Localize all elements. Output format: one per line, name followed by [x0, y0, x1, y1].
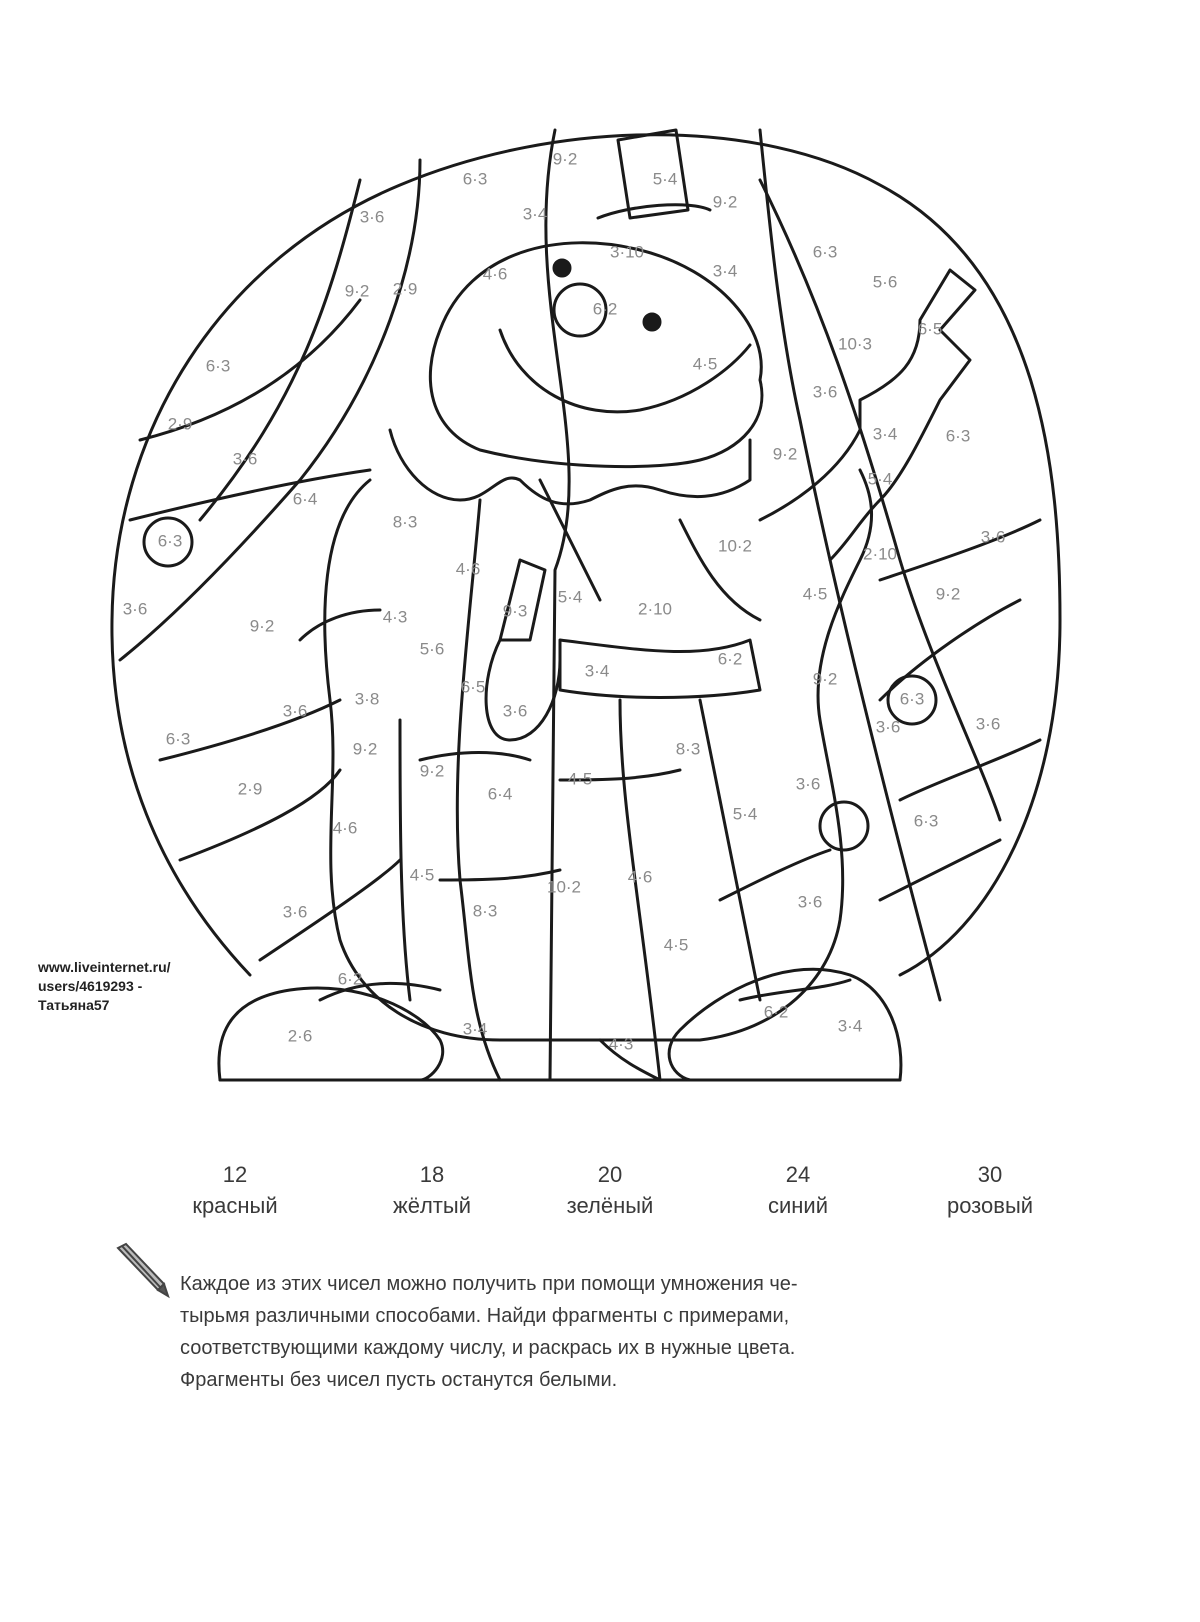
instructions-line: тырьмя различными способами. Найди фрагменты с примерами, — [180, 1305, 790, 1327]
key-color: зелёный — [566, 1193, 654, 1218]
region-labels — [123, 149, 1006, 1053]
right-eye — [644, 314, 660, 330]
key-color: красный — [192, 1193, 278, 1218]
region-label: 2·10 — [862, 544, 898, 564]
region-label: 2·10 — [637, 599, 673, 619]
instructions-line: Каждое из этих чисел можно получить при помощи умножения че- — [180, 1273, 798, 1295]
region-label: 6·3 — [462, 169, 488, 189]
key-color: синий — [767, 1193, 829, 1218]
region-label: 4·5 — [663, 935, 689, 955]
key-item-12 — [155, 1160, 315, 1222]
region-label: 9·2 — [772, 444, 798, 464]
region-label: 6·3 — [945, 426, 971, 446]
region-label: 5·6 — [419, 639, 445, 659]
key-item-30 — [910, 1160, 1070, 1222]
region-label: 3·6 — [875, 717, 901, 737]
region-label: 3·4 — [712, 261, 738, 281]
pencil-icon — [112, 1240, 172, 1300]
watermark-line: users/4619293 - — [38, 978, 143, 994]
region-label: 3·6 — [980, 527, 1006, 547]
instructions — [180, 1268, 1060, 1396]
region-label: 4·3 — [382, 607, 408, 627]
region-label: 4·5 — [802, 584, 828, 604]
region-label: 5·4 — [557, 587, 583, 607]
region-label: 9·2 — [352, 739, 378, 759]
region-label: 6·2 — [763, 1002, 789, 1022]
region-label: 10·3 — [837, 334, 873, 354]
region-label: 3·4 — [837, 1016, 863, 1036]
left-eye — [554, 260, 570, 276]
region-label: 3·4 — [462, 1019, 488, 1039]
key-color: жёлтый — [393, 1193, 471, 1218]
region-label: 5·4 — [732, 804, 758, 824]
region-label: 5·4 — [867, 469, 893, 489]
key-number: 12 — [222, 1162, 248, 1187]
region-label: 3·4 — [522, 204, 548, 224]
region-label: 3·6 — [282, 902, 308, 922]
region-label: 9·2 — [344, 281, 370, 301]
region-label: 5·6 — [872, 272, 898, 292]
region-label: 6·3 — [157, 531, 183, 551]
region-label: 8·3 — [675, 739, 701, 759]
key-item-20 — [530, 1160, 690, 1222]
region-label: 2·6 — [287, 1026, 313, 1046]
ornament-bottom — [820, 802, 868, 850]
instructions-line: соответствующими каждому числу, и раскрась их в нужные цвета. — [180, 1337, 796, 1359]
region-label: 3·10 — [609, 242, 645, 262]
region-label: 3·6 — [812, 382, 838, 402]
region-label: 9·2 — [935, 584, 961, 604]
ball-outline — [112, 135, 1060, 975]
region-label: 3·6 — [502, 701, 528, 721]
region-label: 6·3 — [812, 242, 838, 262]
raised-arm — [760, 270, 975, 560]
watermark-line: www.liveinternet.ru/ — [38, 959, 171, 975]
region-label: 6·4 — [487, 784, 513, 804]
region-label: 6·3 — [165, 729, 191, 749]
region-label: 6·3 — [899, 689, 925, 709]
region-label: 10·2 — [717, 536, 753, 556]
region-label: 3·6 — [797, 892, 823, 912]
region-label: 3·6 — [282, 701, 308, 721]
region-label: 4·5 — [692, 354, 718, 374]
region-label: 9·2 — [712, 192, 738, 212]
region-label: 2·9 — [237, 779, 263, 799]
right-shoe — [669, 969, 901, 1080]
region-label: 6·2 — [717, 649, 743, 669]
region-label: 6·2 — [337, 969, 363, 989]
region-label: 4·5 — [409, 865, 435, 885]
region-label: 10·2 — [546, 877, 582, 897]
region-label: 4·3 — [608, 1034, 634, 1054]
key-item-18 — [352, 1160, 512, 1222]
region-label: 9·2 — [552, 149, 578, 169]
region-label: 2·9 — [392, 279, 418, 299]
region-label: 5·4 — [652, 169, 678, 189]
key-item-24 — [718, 1160, 878, 1222]
region-label: 4·6 — [627, 867, 653, 887]
instructions-line: Фрагменты без чисел пусть останутся белыми. — [180, 1369, 618, 1391]
region-label: 9·2 — [419, 761, 445, 781]
region-label: 2·9 — [167, 414, 193, 434]
region-label: 6·3 — [913, 811, 939, 831]
watermark-line: Татьяна57 — [38, 997, 110, 1013]
region-label: 6·5 — [460, 677, 486, 697]
region-label: 6·4 — [292, 489, 318, 509]
watermark — [38, 958, 171, 1015]
region-label: 8·3 — [472, 901, 498, 921]
region-label: 3·6 — [975, 714, 1001, 734]
region-label: 6·3 — [205, 356, 231, 376]
region-label: 6·2 — [592, 299, 618, 319]
region-label: 4·6 — [332, 818, 358, 838]
region-label: 3·4 — [872, 424, 898, 444]
region-label: 6·5 — [917, 319, 943, 339]
region-label: 9·2 — [812, 669, 838, 689]
key-number: 20 — [597, 1162, 623, 1187]
region-label: 4·5 — [567, 769, 593, 789]
key-number: 18 — [419, 1162, 445, 1187]
key-number: 30 — [977, 1162, 1003, 1187]
key-number: 24 — [785, 1162, 811, 1187]
region-label: 3·8 — [354, 689, 380, 709]
region-label: 8·3 — [392, 512, 418, 532]
region-label: 3·6 — [122, 599, 148, 619]
region-label: 4·6 — [455, 559, 481, 579]
key-color: розовый — [946, 1193, 1034, 1218]
region-label: 9·3 — [502, 601, 528, 621]
region-label: 9·2 — [249, 616, 275, 636]
left-shoe — [219, 988, 443, 1080]
region-label: 4·6 — [482, 264, 508, 284]
region-label: 3·6 — [232, 449, 258, 469]
region-label: 3·6 — [359, 207, 385, 227]
region-label: 3·6 — [795, 774, 821, 794]
region-label: 3·4 — [584, 661, 610, 681]
